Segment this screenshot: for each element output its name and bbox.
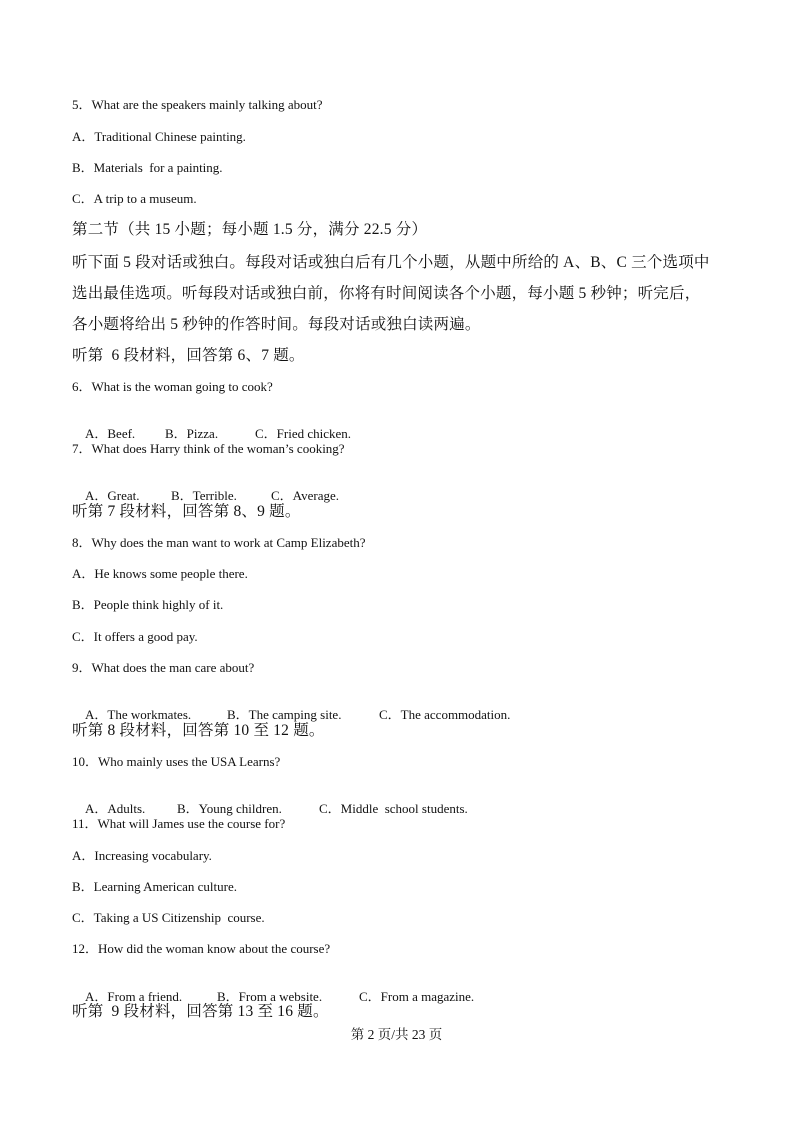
q12-stem: 12．How did the woman know about the course?	[72, 941, 331, 956]
section2-instruction-2: 选出最佳选项。听每段对话或独白前，你将有时间阅读各个小题，每小题 5 秒钟；听完后，	[72, 285, 701, 302]
q12-option-a: A．From a friend.	[85, 989, 183, 1004]
q6-option-c: C．Fried chicken.	[255, 426, 352, 441]
q6-option-b: B．Pizza.	[165, 426, 219, 441]
q9-option-b: B．The camping site.	[227, 707, 342, 722]
section2-instruction-1: 听下面 5 段对话或独白。每段对话或独白后有几个小题，从题中所给的 A、B、C 三个选项中	[72, 254, 710, 271]
q8-option-c: C．It offers a good pay.	[72, 629, 198, 644]
material-6-heading: 听第 6 段材料，回答第 6、7 题。	[72, 347, 305, 364]
q8-option-b: B．People think highly of it.	[72, 597, 224, 612]
q7-option-a: A．Great.	[85, 488, 140, 503]
q8-option-a: A．He knows some people there.	[72, 566, 248, 581]
q9-option-c: C．The accommodation.	[379, 707, 511, 722]
q6-stem: 6．What is the woman going to cook?	[72, 379, 273, 394]
q11-stem: 11．What will James use the course for?	[72, 816, 286, 831]
material-9-heading: 听第 9 段材料，回答第 13 至 16 题。	[72, 1003, 329, 1020]
q10-option-b: B．Young children.	[177, 801, 282, 816]
q10-option-a: A．Adults.	[85, 801, 146, 816]
q5-option-a: A．Traditional Chinese painting.	[72, 129, 246, 144]
material-7-heading: 听第 7 段材料，回答第 8、9 题。	[72, 503, 301, 520]
q7-option-c: C．Average.	[271, 488, 339, 503]
q9-stem: 9．What does the man care about?	[72, 660, 255, 675]
q12-option-b: B．From a website.	[217, 989, 323, 1004]
section2-instruction-3: 各小题将给出 5 秒钟的作答时间。每段对话或独白读两遍。	[72, 316, 481, 333]
q8-stem: 8．Why does the man want to work at Camp Elizabeth?	[72, 535, 366, 550]
q10-stem: 10．Who mainly uses the USA Learns?	[72, 754, 281, 769]
q9-option-a: A．The workmates.	[85, 707, 192, 722]
q11-option-c: C．Taking a US Citizenship course.	[72, 910, 265, 925]
q12-option-c: C．From a magazine.	[359, 989, 475, 1004]
q7-stem: 7．What does Harry think of the woman’s cooking?	[72, 441, 345, 456]
material-8-heading: 听第 8 段材料，回答第 10 至 12 题。	[72, 722, 325, 739]
q7-option-b: B．Terrible.	[171, 488, 237, 503]
q5-option-b: B．Materials for a painting.	[72, 160, 223, 175]
section2-title: 第二节（共 15 小题；每小题 1.5 分，满分 22.5 分）	[72, 221, 428, 238]
q11-option-a: A．Increasing vocabulary.	[72, 848, 212, 863]
q5-stem: 5．What are the speakers mainly talking about?	[72, 97, 323, 112]
q11-option-b: B．Learning American culture.	[72, 879, 237, 894]
page-number: 第 2 页/共 23 页	[350, 1027, 443, 1042]
q6-option-a: A．Beef.	[85, 426, 136, 441]
q5-option-c: C．A trip to a museum.	[72, 191, 197, 206]
q10-option-c: C．Middle school students.	[319, 801, 468, 816]
